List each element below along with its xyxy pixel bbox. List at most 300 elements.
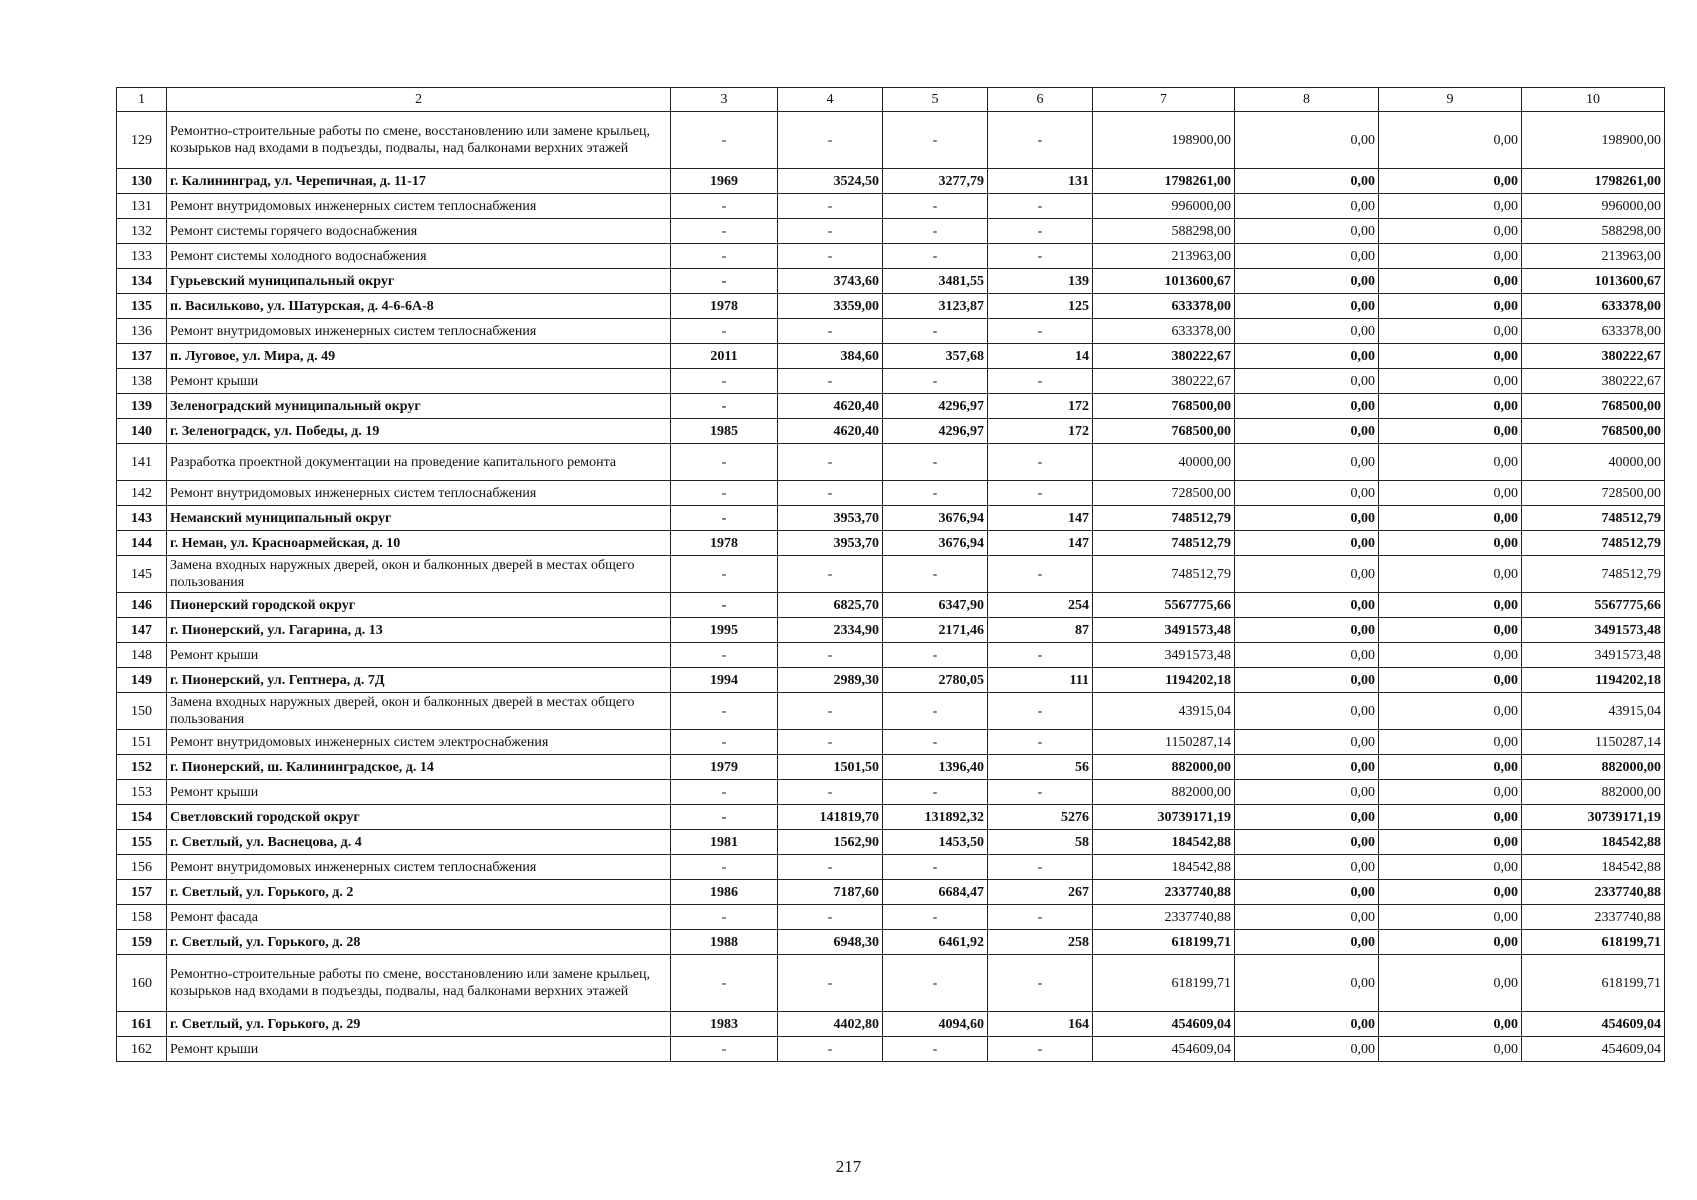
total-area-cell: -	[778, 444, 883, 481]
owners-funds-cell: 748512,79	[1522, 531, 1665, 556]
living-area-cell: 4296,97	[883, 419, 988, 444]
fund-share-cell: 0,00	[1235, 244, 1379, 269]
work-name-cell: г. Светлый, ул. Васнецова, д. 4	[167, 830, 671, 855]
budget-share-cell: 0,00	[1379, 244, 1522, 269]
residents-cell: -	[988, 112, 1093, 169]
residents-cell: 111	[988, 668, 1093, 693]
year-cell: -	[671, 905, 778, 930]
year-cell: -	[671, 112, 778, 169]
total-area-cell: 2334,90	[778, 618, 883, 643]
owners-funds-cell: 3491573,48	[1522, 643, 1665, 668]
owners-funds-cell: 618199,71	[1522, 955, 1665, 1012]
total-cost-cell: 1194202,18	[1093, 668, 1235, 693]
table-row	[117, 394, 1665, 419]
owners-funds-cell: 380222,67	[1522, 369, 1665, 394]
residents-cell: -	[988, 244, 1093, 269]
residents-cell: -	[988, 369, 1093, 394]
work-name-cell: Ремонт крыши	[167, 780, 671, 805]
table-row	[117, 780, 1665, 805]
row-number-cell: 139	[117, 394, 167, 419]
fund-share-cell: 0,00	[1235, 643, 1379, 668]
owners-funds-cell: 2337740,88	[1522, 880, 1665, 905]
living-area-cell: -	[883, 955, 988, 1012]
residents-cell: 139	[988, 269, 1093, 294]
total-cost-cell: 1013600,67	[1093, 269, 1235, 294]
owners-funds-cell: 1013600,67	[1522, 269, 1665, 294]
total-cost-cell: 768500,00	[1093, 419, 1235, 444]
owners-funds-cell: 213963,00	[1522, 244, 1665, 269]
year-cell: -	[671, 730, 778, 755]
total-area-cell: -	[778, 693, 883, 730]
owners-funds-cell: 1798261,00	[1522, 169, 1665, 194]
column-header: 4	[778, 88, 883, 112]
year-cell: 1988	[671, 930, 778, 955]
fund-share-cell: 0,00	[1235, 506, 1379, 531]
budget-share-cell: 0,00	[1379, 755, 1522, 780]
living-area-cell: 4296,97	[883, 394, 988, 419]
work-name-cell: г. Пионерский, ул. Гагарина, д. 13	[167, 618, 671, 643]
table-row	[117, 855, 1665, 880]
budget-share-cell: 0,00	[1379, 880, 1522, 905]
residents-cell: -	[988, 219, 1093, 244]
total-cost-cell: 184542,88	[1093, 855, 1235, 880]
table-row	[117, 643, 1665, 668]
residents-cell: -	[988, 481, 1093, 506]
table-row	[117, 880, 1665, 905]
year-cell: -	[671, 506, 778, 531]
total-cost-cell: 454609,04	[1093, 1037, 1235, 1062]
living-area-cell: -	[883, 319, 988, 344]
year-cell: 1981	[671, 830, 778, 855]
total-area-cell: -	[778, 319, 883, 344]
owners-funds-cell: 728500,00	[1522, 481, 1665, 506]
total-cost-cell: 768500,00	[1093, 394, 1235, 419]
year-cell: -	[671, 593, 778, 618]
column-header: 8	[1235, 88, 1379, 112]
residents-cell: -	[988, 730, 1093, 755]
fund-share-cell: 0,00	[1235, 593, 1379, 618]
total-cost-cell: 1150287,14	[1093, 730, 1235, 755]
fund-share-cell: 0,00	[1235, 169, 1379, 194]
residents-cell: -	[988, 1037, 1093, 1062]
row-number-cell: 148	[117, 643, 167, 668]
fund-share-cell: 0,00	[1235, 855, 1379, 880]
total-area-cell: 3953,70	[778, 506, 883, 531]
table-row	[117, 444, 1665, 481]
budget-share-cell: 0,00	[1379, 506, 1522, 531]
row-number-cell: 145	[117, 556, 167, 593]
total-cost-cell: 3491573,48	[1093, 643, 1235, 668]
year-cell: 1978	[671, 531, 778, 556]
residents-cell: 172	[988, 394, 1093, 419]
work-name-cell: г. Светлый, ул. Горького, д. 29	[167, 1012, 671, 1037]
total-area-cell: -	[778, 194, 883, 219]
fund-share-cell: 0,00	[1235, 481, 1379, 506]
budget-share-cell: 0,00	[1379, 668, 1522, 693]
residents-cell: -	[988, 556, 1093, 593]
budget-share-cell: 0,00	[1379, 855, 1522, 880]
year-cell: 2011	[671, 344, 778, 369]
work-name-cell: Ремонт крыши	[167, 1037, 671, 1062]
residents-cell: -	[988, 955, 1093, 1012]
living-area-cell: 6684,47	[883, 880, 988, 905]
year-cell: -	[671, 194, 778, 219]
living-area-cell: 3277,79	[883, 169, 988, 194]
total-area-cell: 384,60	[778, 344, 883, 369]
table-row	[117, 830, 1665, 855]
total-area-cell: -	[778, 955, 883, 1012]
row-number-cell: 131	[117, 194, 167, 219]
fund-share-cell: 0,00	[1235, 419, 1379, 444]
living-area-cell: -	[883, 905, 988, 930]
table-row	[117, 1037, 1665, 1062]
row-number-cell: 154	[117, 805, 167, 830]
row-number-cell: 130	[117, 169, 167, 194]
total-cost-cell: 633378,00	[1093, 294, 1235, 319]
table-row	[117, 805, 1665, 830]
residents-cell: 131	[988, 169, 1093, 194]
total-area-cell: -	[778, 556, 883, 593]
fund-share-cell: 0,00	[1235, 194, 1379, 219]
row-number-cell: 142	[117, 481, 167, 506]
owners-funds-cell: 618199,71	[1522, 930, 1665, 955]
residents-cell: 14	[988, 344, 1093, 369]
work-name-cell: Гурьевский муниципальный округ	[167, 269, 671, 294]
total-cost-cell: 380222,67	[1093, 369, 1235, 394]
work-name-cell: Ремонт внутридомовых инженерных систем теплоснабжения	[167, 319, 671, 344]
owners-funds-cell: 30739171,19	[1522, 805, 1665, 830]
total-cost-cell: 618199,71	[1093, 955, 1235, 1012]
owners-funds-cell: 454609,04	[1522, 1037, 1665, 1062]
total-area-cell: 1501,50	[778, 755, 883, 780]
total-area-cell: -	[778, 643, 883, 668]
budget-share-cell: 0,00	[1379, 294, 1522, 319]
budget-share-cell: 0,00	[1379, 930, 1522, 955]
row-number-cell: 158	[117, 905, 167, 930]
table-row	[117, 955, 1665, 1012]
row-number-cell: 143	[117, 506, 167, 531]
living-area-cell: 4094,60	[883, 1012, 988, 1037]
row-number-cell: 160	[117, 955, 167, 1012]
living-area-cell: -	[883, 730, 988, 755]
year-cell: -	[671, 369, 778, 394]
total-area-cell: 3953,70	[778, 531, 883, 556]
table-row	[117, 531, 1665, 556]
column-header: 2	[167, 88, 671, 112]
capital-repair-table	[116, 87, 1665, 1062]
work-name-cell: Зеленоградский муниципальный округ	[167, 394, 671, 419]
row-number-cell: 141	[117, 444, 167, 481]
living-area-cell: 1396,40	[883, 755, 988, 780]
residents-cell: -	[988, 319, 1093, 344]
residents-cell: 147	[988, 531, 1093, 556]
row-number-cell: 136	[117, 319, 167, 344]
work-name-cell: г. Неман, ул. Красноармейская, д. 10	[167, 531, 671, 556]
fund-share-cell: 0,00	[1235, 294, 1379, 319]
total-cost-cell: 748512,79	[1093, 556, 1235, 593]
fund-share-cell: 0,00	[1235, 319, 1379, 344]
year-cell: -	[671, 481, 778, 506]
table-row	[117, 618, 1665, 643]
row-number-cell: 129	[117, 112, 167, 169]
total-area-cell: 1562,90	[778, 830, 883, 855]
owners-funds-cell: 748512,79	[1522, 506, 1665, 531]
owners-funds-cell: 1150287,14	[1522, 730, 1665, 755]
living-area-cell: -	[883, 780, 988, 805]
year-cell: -	[671, 444, 778, 481]
residents-cell: -	[988, 643, 1093, 668]
fund-share-cell: 0,00	[1235, 755, 1379, 780]
budget-share-cell: 0,00	[1379, 1037, 1522, 1062]
owners-funds-cell: 768500,00	[1522, 419, 1665, 444]
living-area-cell: 3123,87	[883, 294, 988, 319]
year-cell: 1986	[671, 880, 778, 905]
work-name-cell: г. Пионерский, ул. Гептнера, д. 7Д	[167, 668, 671, 693]
residents-cell: -	[988, 905, 1093, 930]
work-name-cell: Ремонт внутридомовых инженерных систем электроснабжения	[167, 730, 671, 755]
table-row	[117, 905, 1665, 930]
total-area-cell: -	[778, 112, 883, 169]
total-cost-cell: 3491573,48	[1093, 618, 1235, 643]
table-row	[117, 481, 1665, 506]
row-number-cell: 159	[117, 930, 167, 955]
owners-funds-cell: 43915,04	[1522, 693, 1665, 730]
row-number-cell: 151	[117, 730, 167, 755]
row-number-cell: 153	[117, 780, 167, 805]
budget-share-cell: 0,00	[1379, 593, 1522, 618]
budget-share-cell: 0,00	[1379, 531, 1522, 556]
living-area-cell: -	[883, 643, 988, 668]
living-area-cell: -	[883, 556, 988, 593]
row-number-cell: 144	[117, 531, 167, 556]
living-area-cell: -	[883, 444, 988, 481]
row-number-cell: 135	[117, 294, 167, 319]
row-number-cell: 149	[117, 668, 167, 693]
total-cost-cell: 30739171,19	[1093, 805, 1235, 830]
row-number-cell: 138	[117, 369, 167, 394]
year-cell: -	[671, 219, 778, 244]
fund-share-cell: 0,00	[1235, 531, 1379, 556]
residents-cell: -	[988, 194, 1093, 219]
work-name-cell: г. Калининград, ул. Черепичная, д. 11-17	[167, 169, 671, 194]
total-area-cell: 4402,80	[778, 1012, 883, 1037]
fund-share-cell: 0,00	[1235, 219, 1379, 244]
table-row	[117, 930, 1665, 955]
work-name-cell: Ремонтно-строительные работы по смене, восстановлению или замене крыльец, козырьков над входами в подъезды, подвалы, над балконами верхних этажей	[167, 112, 671, 169]
column-header: 5	[883, 88, 988, 112]
year-cell: -	[671, 955, 778, 1012]
total-area-cell: 6825,70	[778, 593, 883, 618]
total-cost-cell: 43915,04	[1093, 693, 1235, 730]
table-row	[117, 556, 1665, 593]
fund-share-cell: 0,00	[1235, 444, 1379, 481]
fund-share-cell: 0,00	[1235, 780, 1379, 805]
column-header: 9	[1379, 88, 1522, 112]
residents-cell: 254	[988, 593, 1093, 618]
column-header: 1	[117, 88, 167, 112]
living-area-cell: -	[883, 1037, 988, 1062]
residents-cell: -	[988, 693, 1093, 730]
owners-funds-cell: 882000,00	[1522, 780, 1665, 805]
table-row	[117, 755, 1665, 780]
owners-funds-cell: 184542,88	[1522, 855, 1665, 880]
total-area-cell: -	[778, 219, 883, 244]
fund-share-cell: 0,00	[1235, 730, 1379, 755]
row-number-cell: 155	[117, 830, 167, 855]
row-number-cell: 134	[117, 269, 167, 294]
owners-funds-cell: 454609,04	[1522, 1012, 1665, 1037]
total-area-cell: -	[778, 1037, 883, 1062]
budget-share-cell: 0,00	[1379, 444, 1522, 481]
residents-cell: 267	[988, 880, 1093, 905]
column-header: 3	[671, 88, 778, 112]
owners-funds-cell: 40000,00	[1522, 444, 1665, 481]
table-row	[117, 344, 1665, 369]
owners-funds-cell: 996000,00	[1522, 194, 1665, 219]
owners-funds-cell: 2337740,88	[1522, 905, 1665, 930]
total-area-cell: 3524,50	[778, 169, 883, 194]
table-row	[117, 269, 1665, 294]
total-area-cell: 7187,60	[778, 880, 883, 905]
work-name-cell: г. Светлый, ул. Горького, д. 2	[167, 880, 671, 905]
residents-cell: -	[988, 855, 1093, 880]
year-cell: -	[671, 693, 778, 730]
total-area-cell: -	[778, 730, 883, 755]
row-number-cell: 133	[117, 244, 167, 269]
work-name-cell: Замена входных наружных дверей, окон и балконных дверей в местах общего пользования	[167, 556, 671, 593]
table-row	[117, 112, 1665, 169]
fund-share-cell: 0,00	[1235, 394, 1379, 419]
total-area-cell: -	[778, 244, 883, 269]
row-number-cell: 156	[117, 855, 167, 880]
total-cost-cell: 618199,71	[1093, 930, 1235, 955]
work-name-cell: Ремонт крыши	[167, 643, 671, 668]
row-number-cell: 157	[117, 880, 167, 905]
fund-share-cell: 0,00	[1235, 955, 1379, 1012]
work-name-cell: Ремонтно-строительные работы по смене, восстановлению или замене крыльец, козырьков над входами в подъезды, подвалы, над балконами верхних этажей	[167, 955, 671, 1012]
work-name-cell: Ремонт внутридомовых инженерных систем теплоснабжения	[167, 855, 671, 880]
column-number-header-row	[117, 88, 1665, 112]
work-name-cell: г. Зеленоградск, ул. Победы, д. 19	[167, 419, 671, 444]
work-name-cell: Светловский городской округ	[167, 805, 671, 830]
living-area-cell: 2780,05	[883, 668, 988, 693]
total-cost-cell: 633378,00	[1093, 319, 1235, 344]
year-cell: 1979	[671, 755, 778, 780]
owners-funds-cell: 882000,00	[1522, 755, 1665, 780]
budget-share-cell: 0,00	[1379, 269, 1522, 294]
budget-share-cell: 0,00	[1379, 556, 1522, 593]
living-area-cell: 2171,46	[883, 618, 988, 643]
row-number-cell: 140	[117, 419, 167, 444]
work-name-cell: Ремонт системы горячего водоснабжения	[167, 219, 671, 244]
year-cell: 1985	[671, 419, 778, 444]
owners-funds-cell: 1194202,18	[1522, 668, 1665, 693]
fund-share-cell: 0,00	[1235, 344, 1379, 369]
budget-share-cell: 0,00	[1379, 369, 1522, 394]
living-area-cell: -	[883, 194, 988, 219]
residents-cell: 125	[988, 294, 1093, 319]
work-name-cell: Замена входных наружных дверей, окон и балконных дверей в местах общего пользования	[167, 693, 671, 730]
budget-share-cell: 0,00	[1379, 219, 1522, 244]
living-area-cell: 1453,50	[883, 830, 988, 855]
fund-share-cell: 0,00	[1235, 1012, 1379, 1037]
year-cell: -	[671, 805, 778, 830]
residents-cell: 56	[988, 755, 1093, 780]
total-cost-cell: 2337740,88	[1093, 905, 1235, 930]
budget-share-cell: 0,00	[1379, 643, 1522, 668]
owners-funds-cell: 633378,00	[1522, 319, 1665, 344]
year-cell: -	[671, 643, 778, 668]
table-row	[117, 169, 1665, 194]
budget-share-cell: 0,00	[1379, 319, 1522, 344]
total-cost-cell: 728500,00	[1093, 481, 1235, 506]
fund-share-cell: 0,00	[1235, 930, 1379, 955]
residents-cell: 5276	[988, 805, 1093, 830]
total-cost-cell: 380222,67	[1093, 344, 1235, 369]
total-cost-cell: 2337740,88	[1093, 880, 1235, 905]
residents-cell: 58	[988, 830, 1093, 855]
total-cost-cell: 1798261,00	[1093, 169, 1235, 194]
owners-funds-cell: 3491573,48	[1522, 618, 1665, 643]
fund-share-cell: 0,00	[1235, 1037, 1379, 1062]
owners-funds-cell: 748512,79	[1522, 556, 1665, 593]
fund-share-cell: 0,00	[1235, 830, 1379, 855]
budget-share-cell: 0,00	[1379, 481, 1522, 506]
fund-share-cell: 0,00	[1235, 556, 1379, 593]
living-area-cell: -	[883, 693, 988, 730]
work-name-cell: Ремонт системы холодного водоснабжения	[167, 244, 671, 269]
living-area-cell: -	[883, 244, 988, 269]
total-cost-cell: 213963,00	[1093, 244, 1235, 269]
total-area-cell: 4620,40	[778, 394, 883, 419]
total-cost-cell: 40000,00	[1093, 444, 1235, 481]
total-area-cell: 6948,30	[778, 930, 883, 955]
total-cost-cell: 882000,00	[1093, 780, 1235, 805]
year-cell: -	[671, 394, 778, 419]
residents-cell: 164	[988, 1012, 1093, 1037]
budget-share-cell: 0,00	[1379, 780, 1522, 805]
work-name-cell: Ремонт фасада	[167, 905, 671, 930]
table-row	[117, 219, 1665, 244]
owners-funds-cell: 633378,00	[1522, 294, 1665, 319]
year-cell: -	[671, 244, 778, 269]
work-name-cell: Ремонт внутридомовых инженерных систем теплоснабжения	[167, 194, 671, 219]
living-area-cell: 3676,94	[883, 531, 988, 556]
budget-share-cell: 0,00	[1379, 905, 1522, 930]
residents-cell: 258	[988, 930, 1093, 955]
total-area-cell: -	[778, 905, 883, 930]
table-row	[117, 593, 1665, 618]
work-name-cell: Ремонт крыши	[167, 369, 671, 394]
year-cell: 1983	[671, 1012, 778, 1037]
fund-share-cell: 0,00	[1235, 668, 1379, 693]
budget-share-cell: 0,00	[1379, 955, 1522, 1012]
total-area-cell: -	[778, 369, 883, 394]
budget-share-cell: 0,00	[1379, 169, 1522, 194]
budget-share-cell: 0,00	[1379, 394, 1522, 419]
work-name-cell: Разработка проектной документации на проведение капитального ремонта	[167, 444, 671, 481]
living-area-cell: -	[883, 369, 988, 394]
work-name-cell: г. Светлый, ул. Горького, д. 28	[167, 930, 671, 955]
year-cell: -	[671, 1037, 778, 1062]
table-row	[117, 294, 1665, 319]
row-number-cell: 162	[117, 1037, 167, 1062]
work-name-cell: п. Васильково, ул. Шатурская, д. 4-6-6А-8	[167, 294, 671, 319]
budget-share-cell: 0,00	[1379, 618, 1522, 643]
work-name-cell: Ремонт внутридомовых инженерных систем теплоснабжения	[167, 481, 671, 506]
total-cost-cell: 198900,00	[1093, 112, 1235, 169]
total-area-cell: 2989,30	[778, 668, 883, 693]
